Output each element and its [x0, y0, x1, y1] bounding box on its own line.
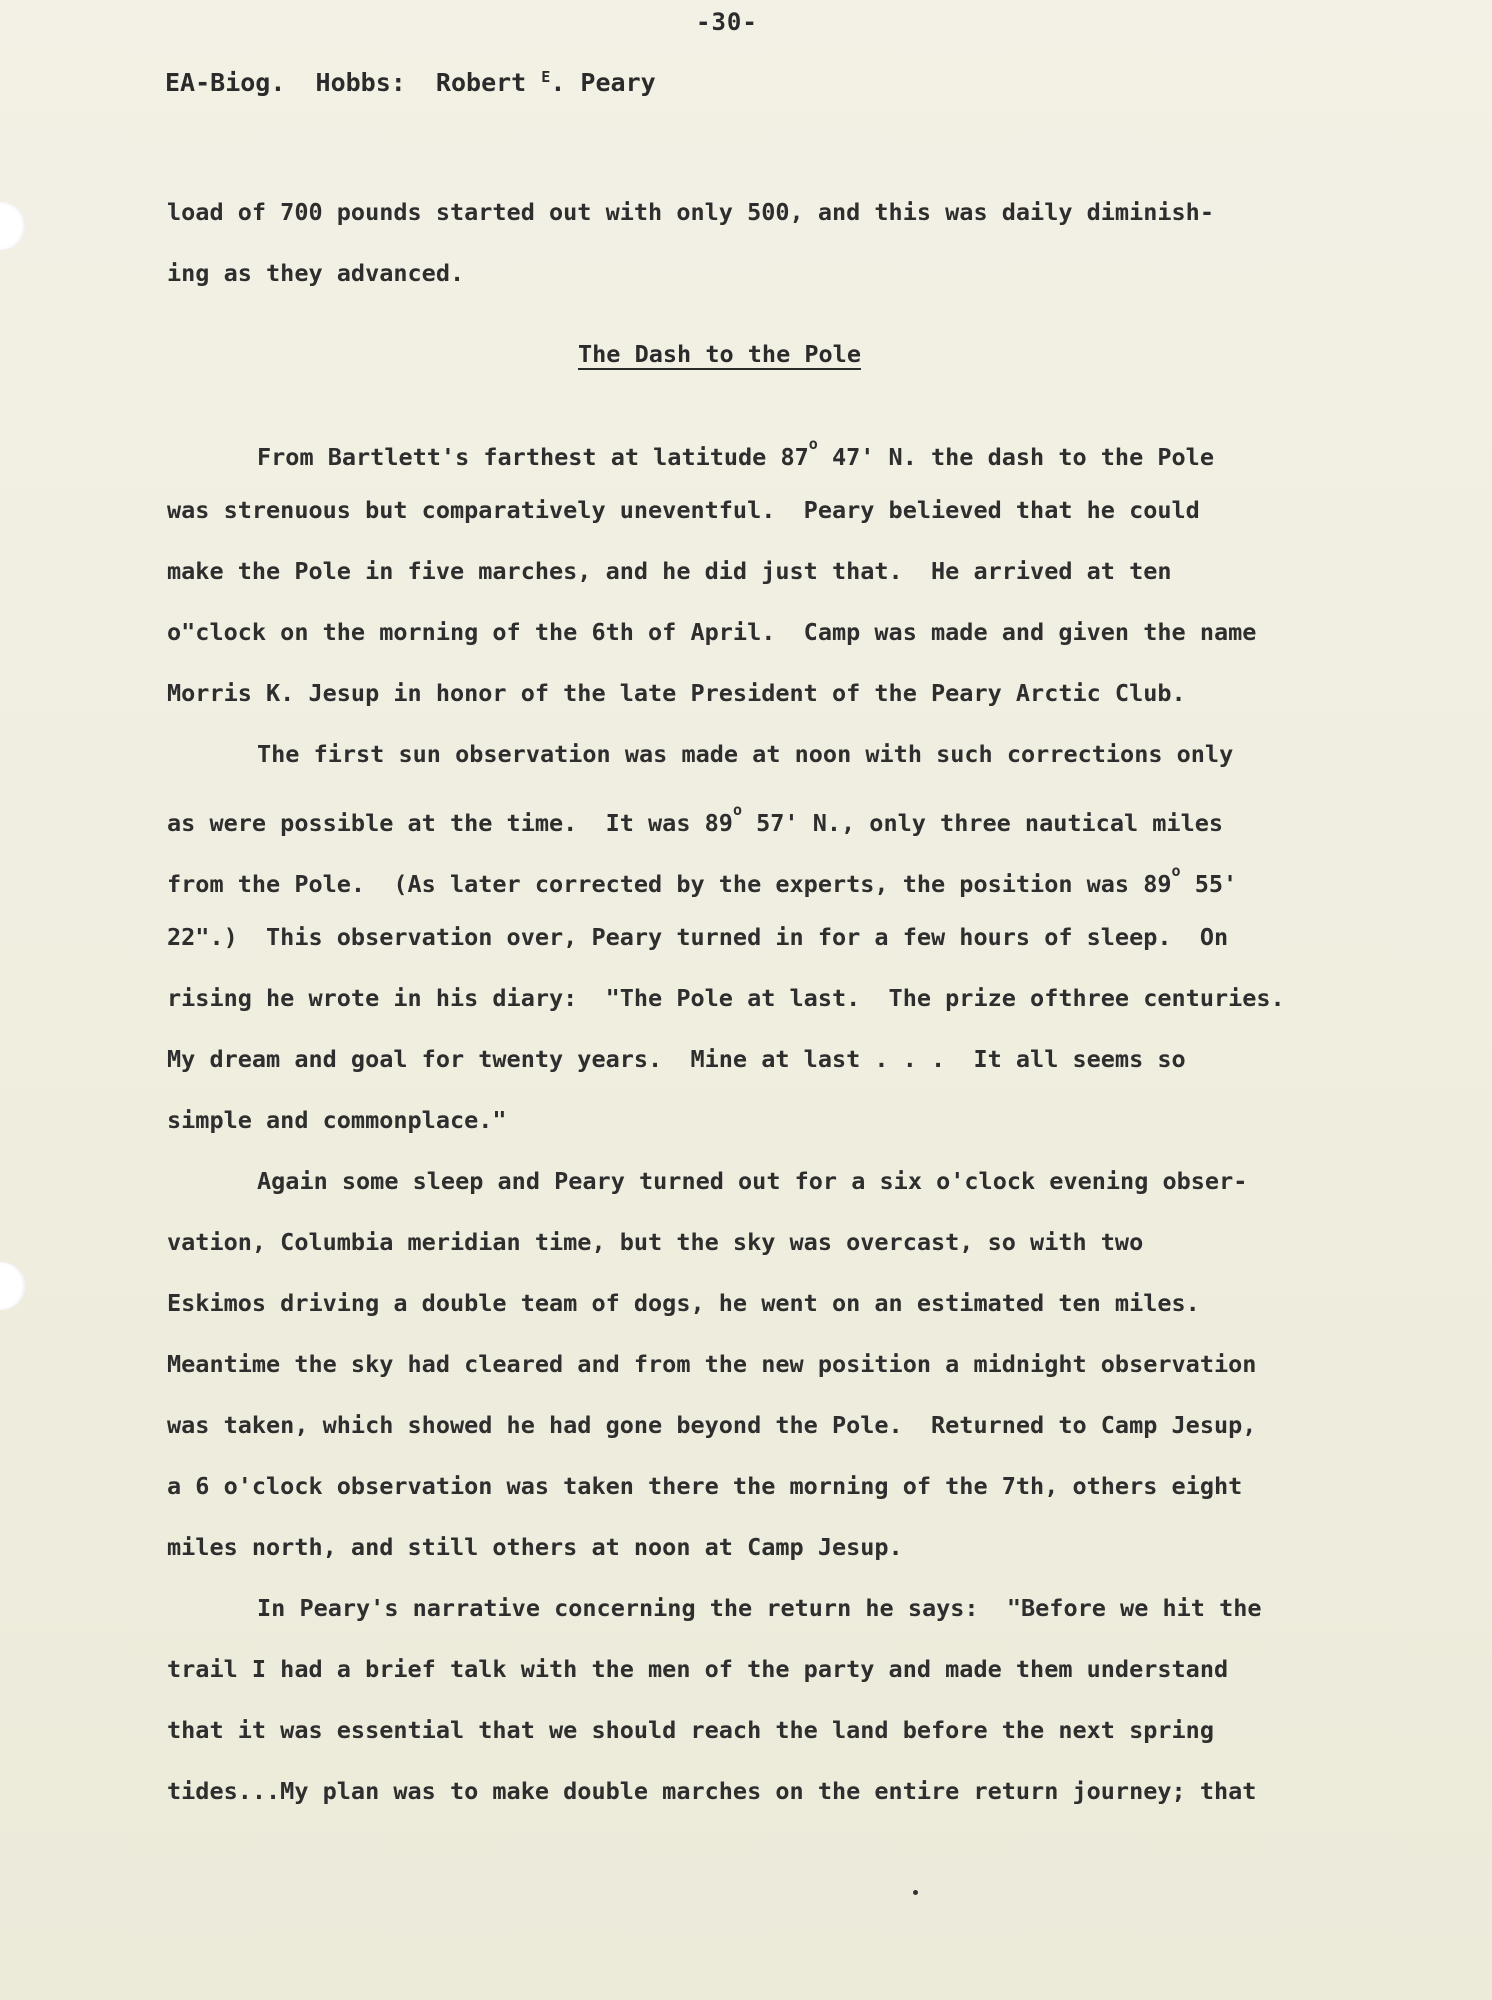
line-text: 55': [1180, 870, 1238, 898]
body-line: [167, 862, 1237, 898]
line-text: Meantime the sky had cleared and from the new position a midnight observation: [167, 1350, 1257, 1378]
body-line: [167, 1411, 1256, 1439]
line-text: o"clock on the morning of the 6th of April. Camp was made and given the name: [167, 618, 1257, 646]
line-text: was strenuous but comparatively uneventful. Peary believed that he could: [167, 496, 1200, 524]
line-text: that it was essential that we should reach the land before the next spring: [167, 1716, 1214, 1744]
degree-mark: o: [732, 801, 742, 819]
line-text: trail I had a brief talk with the men of the party and made them understand: [167, 1655, 1229, 1683]
page-number: -30-: [696, 8, 758, 36]
degree-mark: o: [808, 435, 818, 453]
body-line: [167, 923, 1228, 951]
body-line: [167, 1045, 1186, 1073]
body-line: [167, 1655, 1228, 1683]
line-text: was taken, which showed he had gone beyond the Pole. Returned to Camp Jesup,: [167, 1411, 1257, 1439]
body-line: [167, 1228, 1143, 1256]
intro-line: load of 700 pounds started out with only 500, and this was daily diminish-: [167, 198, 1214, 226]
body-line: [167, 679, 1186, 707]
line-text: a 6 o'clock observation was taken there the morning of the 7th, others eight: [167, 1472, 1243, 1500]
header-initial: E: [541, 68, 551, 86]
body-line: [257, 435, 1214, 471]
body-line: [167, 618, 1256, 646]
line-text: vation, Columbia meridian time, but the sky was overcast, so with two: [167, 1228, 1144, 1256]
body-line: [167, 1350, 1256, 1378]
body-line: [167, 1777, 1256, 1805]
line-text: From Bartlett's farthest at latitude 87: [257, 443, 809, 471]
line-text: 47' N. the dash to the Pole: [817, 443, 1214, 471]
line-text: Again some sleep and Peary turned out for a six o'clock evening obser-: [257, 1167, 1248, 1195]
line-text: Morris K. Jesup in honor of the late President of the Peary Arctic Club.: [167, 679, 1186, 707]
document-header: [165, 68, 656, 97]
body-line: [167, 1533, 903, 1561]
ink-speck: [913, 1890, 918, 1895]
body-line: [257, 740, 1233, 768]
line-text: rising he wrote in his diary: "The Pole at last. The prize ofthree centuries.: [167, 984, 1285, 1012]
body-line: [167, 496, 1200, 524]
header-prefix: EA-Biog. Hobbs: Robert: [165, 68, 542, 97]
body-line: [167, 1472, 1242, 1500]
body-line: [167, 1106, 507, 1134]
line-text: The first sun observation was made at noon with such corrections only: [257, 740, 1234, 768]
intro-line: ing as they advanced.: [167, 259, 465, 287]
line-text: In Peary's narrative concerning the return he says: "Before we hit the: [257, 1594, 1262, 1622]
body-line: [167, 1289, 1200, 1317]
line-text: Eskimos driving a double team of dogs, he went on an estimated ten miles.: [167, 1289, 1200, 1317]
body-line: [167, 801, 1223, 837]
body-line: [167, 557, 1172, 585]
header-suffix: . Peary: [550, 68, 656, 97]
punch-hole: [0, 1262, 26, 1310]
line-text: 22".) This observation over, Peary turned in for a few hours of sleep. On: [167, 923, 1229, 951]
line-text: from the Pole. (As later corrected by the experts, the position was 89: [167, 870, 1172, 898]
line-text: simple and commonplace.": [167, 1106, 507, 1134]
section-title: The Dash to the Pole: [578, 340, 861, 368]
line-text: tides...My plan was to make double marches on the entire return journey; that: [167, 1777, 1257, 1805]
line-text: make the Pole in five marches, and he did just that. He arrived at ten: [167, 557, 1172, 585]
body-line: [167, 984, 1285, 1012]
body-line: [257, 1167, 1247, 1195]
body-line: [167, 1716, 1214, 1744]
line-text: as were possible at the time. It was 89: [167, 809, 733, 837]
line-text: miles north, and still others at noon at Camp Jesup.: [167, 1533, 903, 1561]
line-text: My dream and goal for twenty years. Mine at last . . . It all seems so: [167, 1045, 1186, 1073]
body-line: [257, 1594, 1262, 1622]
punch-hole: [0, 202, 26, 250]
line-text: 57' N., only three nautical miles: [741, 809, 1224, 837]
degree-mark: o: [1171, 862, 1181, 880]
